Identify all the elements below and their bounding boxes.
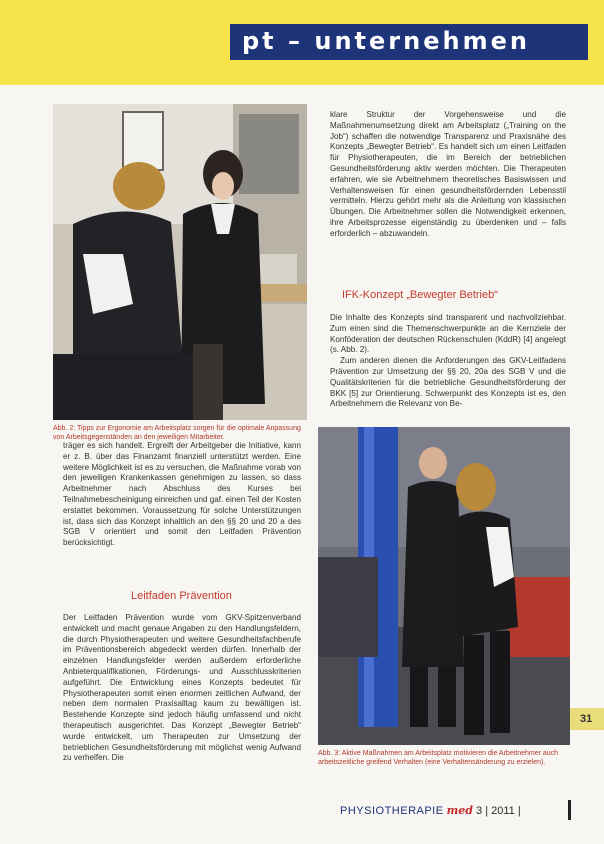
footer-issue: 3 | 2011 | bbox=[476, 805, 521, 817]
footer-med: med bbox=[446, 804, 473, 817]
figure-caption-2: Abb. 2: Tipps zur Ergonomie am Arbeitsplatz sorgen für die optimale Anpassung von Arbeitsgegenständen an den jeweiligen Mitarbeiter. bbox=[53, 425, 301, 441]
page-number-tab bbox=[570, 708, 604, 730]
subheading-leitfaden: Leitfaden Prävention bbox=[131, 590, 232, 602]
footer-divider bbox=[568, 800, 571, 820]
body-text-left-bottom bbox=[63, 613, 301, 764]
subheading-ifk-konzept: IFK-Konzept „Bewegter Betrieb“ bbox=[342, 289, 498, 301]
figure-caption-3: Abb. 3: Aktive Maßnahmen am Arbeitsplatz motivieren die Arbeitnehmer auch arbeitszeitliche greifend Verhalten (eine Verhaltensänderung zu erzielen). bbox=[318, 750, 559, 766]
page-number: 31 bbox=[580, 713, 593, 725]
workplace-photo bbox=[318, 427, 570, 745]
section-title-bar bbox=[230, 24, 588, 60]
paragraph: Die Inhalte des Konzepts sind transparent und nachvollziehbar. Zum einen sind die Themenschwerpunkte an die Kernziele der Konföderation der deutschen Rückenschulen (KddR) [4] angelegt (s. Abb. 2). bbox=[330, 313, 566, 355]
paragraph: Zum anderen dienen die Anforderungen des GKV-Leitfadens Prävention zur Umsetzung der §§ 20, 20a des SGB V und die Qualitätskriterien für die betriebliche Gesundheitsförderung der BKK [5] zur Orientierung. Schwerpunkt des Konzepts ist es, den Arbeitnehmern die Relevanz von Be- bbox=[330, 356, 566, 409]
footer-magazine-name bbox=[340, 804, 521, 817]
footer-brand: PHYSIOTHERAPIE bbox=[340, 805, 444, 817]
ergonomics-photo bbox=[53, 104, 307, 420]
body-text-right-top bbox=[330, 110, 566, 240]
paragraph: Der Leitfaden Prävention wurde vom GKV-Spitzenverband entwickelt und macht genaue Angaben zu den Handlungsfeldern, die durch Physiotherapeuten und weitere Gesundheitsfachberufe im Präventionsbereich abgedeckt werden dürfen. Innerhalb der einzelnen Handlungsfelder werden außerdem erforderliche Anbieterqualifikationen, Förderungs- und Ausschlusskriterien aufgeführt. Die Entwicklung eines Konzepts bedeutet für Physiotherapeuten somit einen enormen zeitlichen Aufwand, der neben dem normalen Praxisalltag kaum zu bewältigen ist. Bestehende Konzepte sind jedoch häufig umfassend und nicht therapeutisch ausgerichtet. Das Konzept „Bewegter Betrieb“ wurde entwickelt, um Therapeuten zur Umsetzung der betrieblichen Gesundheitsförderung mit möglichst wenig Aufwand zu verhelfen. Die bbox=[63, 613, 301, 763]
paragraph: träger es sich handelt. Ergreift der Arbeitgeber die Initiative, kann er z. B. über das Finanzamt finanziell unterstützt werden. Eine weitere Möglichkeit ist es zu versuchen, die Maßnahme vorab von den jeweiligen Krankenkassen genehmigen zu lassen, so dass Arbeitnehmer nach Abschluss des Kurses bei Teilnahmebescheinigung einreichen und gaf. einen Teil der Kosten erstattet bekommen. Voraussetzung für solche Unterstützungen ist, dass sich das Konzept inhaltlich an den §§ 20 und 20 a des SGB V orientiert und somit den Leitfaden Prävention berücksichtigt. bbox=[63, 441, 301, 548]
body-text-right-mid bbox=[330, 313, 566, 410]
body-text-left-top bbox=[63, 441, 301, 549]
paragraph: klare Struktur der Vorgehensweise und die Maßnahmenumsetzung direkt am Arbeitsplatz („Training on the Job“) schaffen die notwendige Transparenz und Praxisnähe des Konzepts „Bewegter Betrieb“. Es handelt sich um einen Leitfaden für Physiotherapeuten, die im Bereich der betrieblichen Gesundheitsförderung aktiv werden möchten. Die Therapeuten erfahren, wie sie Arbeitnehmern theoretisches Basiswissen und Verhaltensweisen für einen gesundheitsfördernden Lebensstil vermitteln. Hierzu gehört mehr als die Anleitung von klassischen Übungen. Die Arbeitnehmer sollen die Notwendigkeit erkennen, ihre Arbeitsprozesse eigenständig zu überdenken und – falls erforderlich – abzuwandeln. bbox=[330, 110, 566, 238]
section-title: pt – unternehmen bbox=[242, 27, 530, 55]
